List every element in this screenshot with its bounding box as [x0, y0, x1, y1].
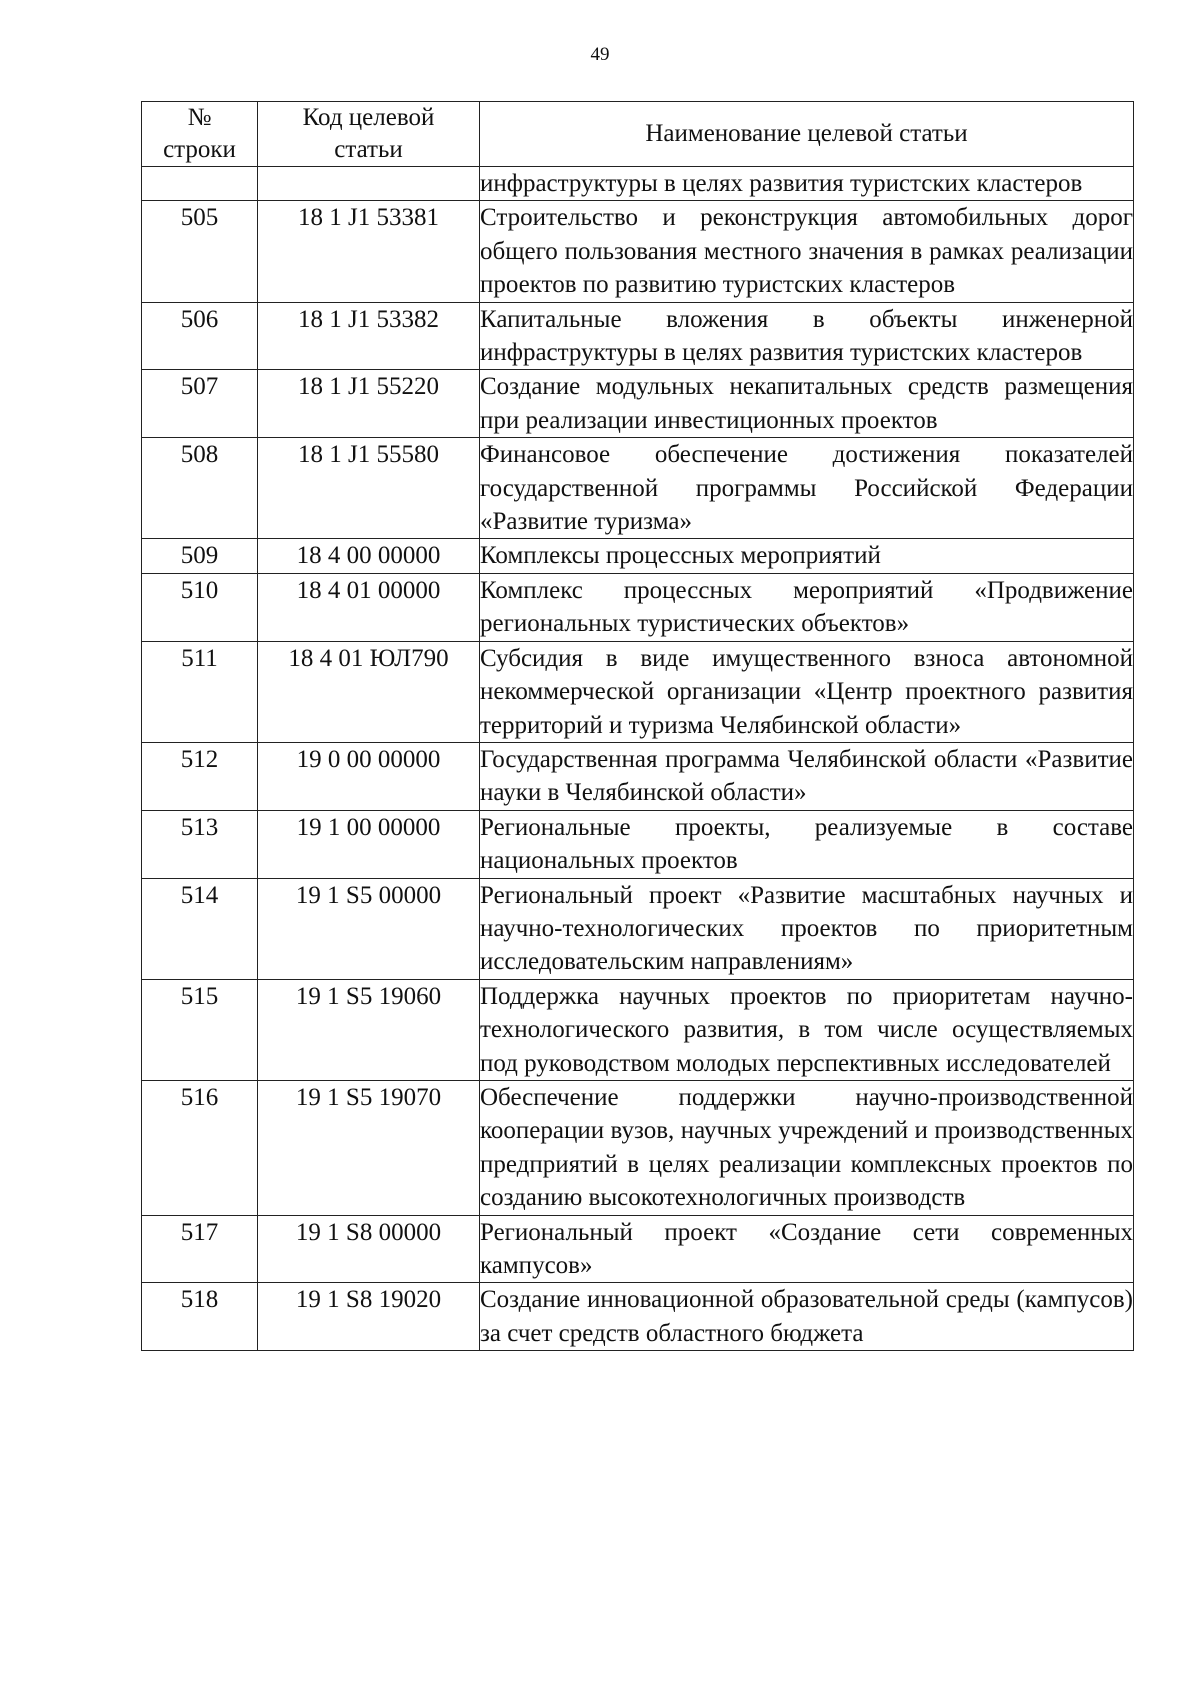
article-code: 18 4 01 00000: [258, 573, 480, 641]
article-code: 19 0 00 00000: [258, 742, 480, 810]
row-number: 513: [142, 810, 258, 878]
article-code: 18 4 00 00000: [258, 539, 480, 573]
header-row-number-line2: строки: [163, 136, 236, 163]
article-name: Комплексы процессных мероприятий: [480, 539, 1134, 573]
table-row: [142, 1215, 1134, 1283]
table-row: [142, 302, 1134, 370]
article-name: Обеспечение поддержки научно-производственной кооперации вузов, научных учреждений и производственных предприятий в целях реализации комплексных проектов по созданию высокотехнологичных производств: [480, 1080, 1134, 1215]
row-number: 515: [142, 979, 258, 1080]
article-name: Региональные проекты, реализуемые в составе национальных проектов: [480, 810, 1134, 878]
header-row-number: [142, 102, 258, 167]
row-number: 508: [142, 438, 258, 539]
article-name: Создание инновационной образовательной среды (кампусов) за счет средств областного бюджета: [480, 1283, 1134, 1351]
row-number: 517: [142, 1215, 258, 1283]
article-code: 19 1 S5 00000: [258, 878, 480, 979]
table-row: [142, 878, 1134, 979]
header-article-code-line2: статьи: [334, 136, 403, 163]
article-code: 19 1 S8 19020: [258, 1283, 480, 1351]
article-code: 18 1 J1 55580: [258, 438, 480, 539]
article-code: 18 4 01 ЮЛ790: [258, 641, 480, 742]
row-number: 518: [142, 1283, 258, 1351]
article-code: 19 1 00 00000: [258, 810, 480, 878]
page-number: 49: [590, 44, 610, 65]
header-row: [142, 102, 1134, 167]
target-articles-table: [141, 101, 1134, 1351]
article-name: инфраструктуры в целях развития туристских кластеров: [480, 167, 1134, 201]
table-row: [142, 201, 1134, 302]
table-row: [142, 1080, 1134, 1215]
table-row: [142, 167, 1134, 201]
article-name: Субсидия в виде имущественного взноса автономной некоммерческой организации «Центр проектного развития территорий и туризма Челябинской области»: [480, 641, 1134, 742]
article-name: Финансовое обеспечение достижения показателей государственной программы Российской Федерации «Развитие туризма»: [480, 438, 1134, 539]
row-number: 506: [142, 302, 258, 370]
row-number: 510: [142, 573, 258, 641]
table-row: [142, 370, 1134, 438]
article-name: Региональный проект «Создание сети современных кампусов»: [480, 1215, 1134, 1283]
row-number: 507: [142, 370, 258, 438]
header-article-code: [258, 102, 480, 167]
table-header: [142, 102, 1134, 167]
article-name: Государственная программа Челябинской области «Развитие науки в Челябинской области»: [480, 742, 1134, 810]
article-code: 19 1 S8 00000: [258, 1215, 480, 1283]
row-number: 511: [142, 641, 258, 742]
article-name: Строительство и реконструкция автомобильных дорог общего пользования местного значения в рамках реализации проектов по развитию туристских кластеров: [480, 201, 1134, 302]
article-code: 18 1 J1 53381: [258, 201, 480, 302]
table-row: [142, 539, 1134, 573]
table-row: [142, 1283, 1134, 1351]
article-name: Комплекс процессных мероприятий «Продвижение региональных туристических объектов»: [480, 573, 1134, 641]
row-number: 505: [142, 201, 258, 302]
article-code: 18 1 J1 55220: [258, 370, 480, 438]
header-article-name: Наименование целевой статьи: [480, 102, 1134, 167]
header-row-number-line1: №: [187, 104, 212, 131]
article-code: 19 1 S5 19070: [258, 1080, 480, 1215]
table-row: [142, 810, 1134, 878]
article-code: 19 1 S5 19060: [258, 979, 480, 1080]
table-row: [142, 979, 1134, 1080]
table-body: [142, 167, 1134, 1351]
article-name: Создание модульных некапитальных средств размещения при реализации инвестиционных проектов: [480, 370, 1134, 438]
article-name: Капитальные вложения в объекты инженерной инфраструктуры в целях развития туристских кластеров: [480, 302, 1134, 370]
article-name: Поддержка научных проектов по приоритетам научно-технологического развития, в том числе осуществляемых под руководством молодых перспективных исследователей: [480, 979, 1134, 1080]
article-code: 18 1 J1 53382: [258, 302, 480, 370]
table-row: [142, 438, 1134, 539]
article-code: [258, 167, 480, 201]
table-row: [142, 742, 1134, 810]
row-number: 514: [142, 878, 258, 979]
row-number: [142, 167, 258, 201]
table-row: [142, 573, 1134, 641]
table-row: [142, 641, 1134, 742]
article-name: Региональный проект «Развитие масштабных научных и научно-технологических проектов по приоритетным исследовательским направлениям»: [480, 878, 1134, 979]
header-article-code-line1: Код целевой: [302, 104, 435, 131]
row-number: 509: [142, 539, 258, 573]
row-number: 516: [142, 1080, 258, 1215]
row-number: 512: [142, 742, 258, 810]
